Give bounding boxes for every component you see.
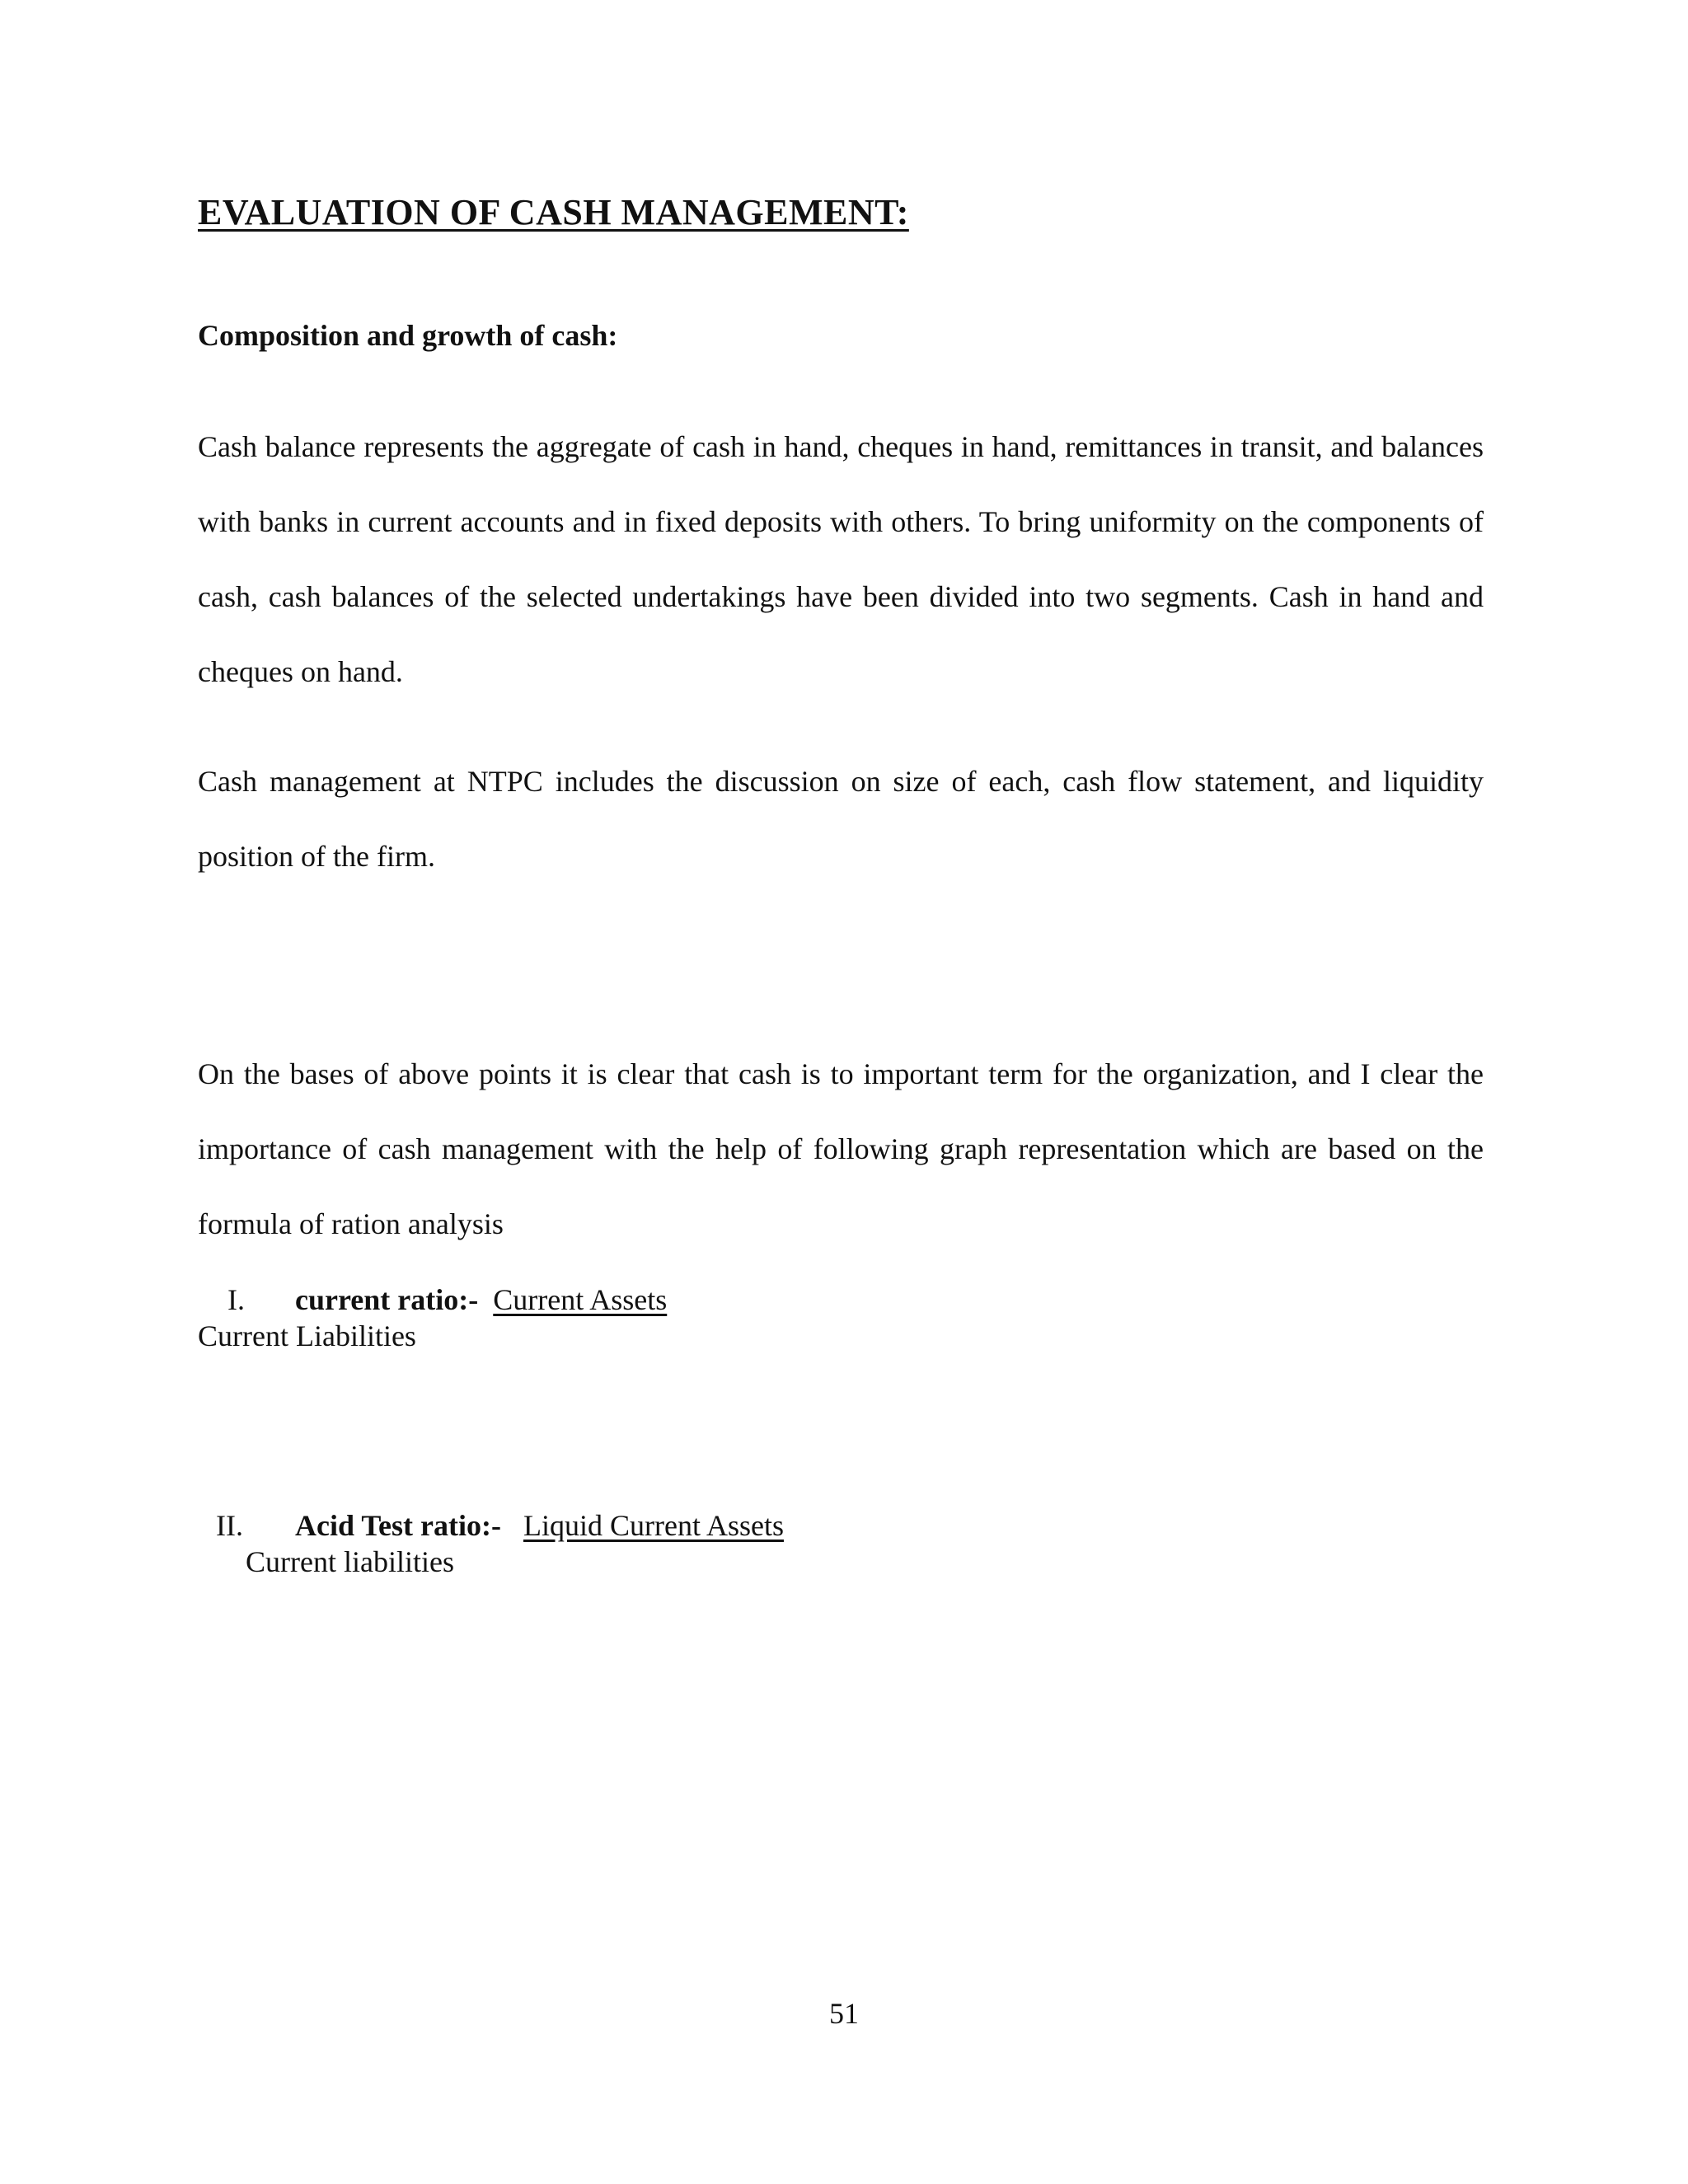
ratio-denominator: Current liabilities <box>246 1545 454 1578</box>
paragraph-cash-management-ntpc: Cash management at NTPC includes the discussion on size of each, cash flow statement, and liquidity position of the firm. <box>198 765 1484 873</box>
paragraph-cash-balance: Cash balance represents the aggregate of cash in hand, cheques in hand, remittances in transit, and balances with banks in current accounts and in fixed deposits with others. To bring uniformity on the components of cash, cash balances of the selected undertakings have been divided into two segments. Cash in hand and cheques on hand. <box>198 430 1484 688</box>
ratio-denominator: Current Liabilities <box>198 1319 416 1352</box>
acid-test-ratio-formula <box>216 1508 784 1543</box>
ratio-label: Acid Test ratio:- <box>295 1509 501 1542</box>
current-ratio-formula <box>227 1282 667 1317</box>
ratio-numeral: I. <box>227 1283 245 1316</box>
ratio-numeral: II. <box>216 1509 243 1542</box>
paragraph-ratio-intro: On the bases of above points it is clear that cash is to important term for the organization, and I clear the importance of cash management with the help of following graph representation which are based on the formula of ration analysis <box>198 1057 1484 1240</box>
page-title: EVALUATION OF CASH MANAGEMENT: <box>198 192 909 232</box>
page-number: 51 <box>829 1997 859 2030</box>
ratio-numerator: Current Assets <box>493 1283 668 1316</box>
section-heading: Composition and growth of cash: <box>198 319 618 352</box>
ratio-label: current ratio:- <box>295 1283 479 1316</box>
ratio-numerator: Liquid Current Assets <box>523 1509 784 1542</box>
